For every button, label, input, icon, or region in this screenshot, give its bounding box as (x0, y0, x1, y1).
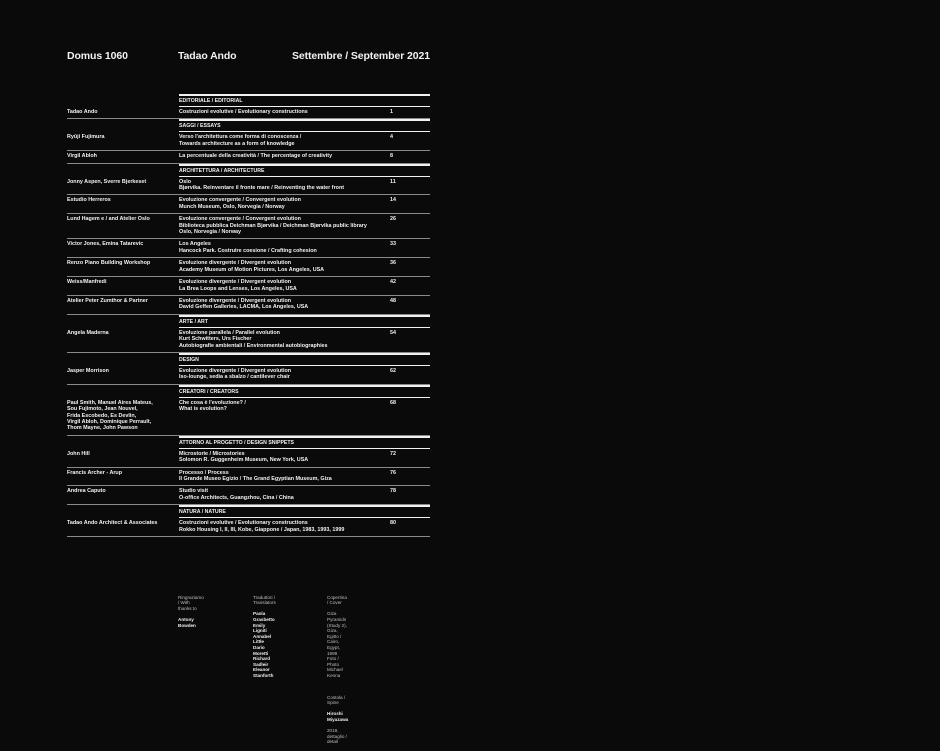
entry-title-line2: Biblioteca pubblica Deichman Bjørvika / Deichman Bjørvika public library Oslo, Norvegia / Norway (179, 222, 367, 236)
entry-title-line1: Evoluzione divergente / Divergent evolution (179, 279, 292, 286)
entry-title (179, 197, 390, 210)
entry-author: Jasper Morrison (67, 367, 109, 374)
entry-title (179, 470, 390, 483)
entry-author: Paul Smith, Manuel Aires Mateus, Sou Fujimoto, Jean Nouvel, Frida Escobedo, Es Devlin, Virgil Abloh, Dominique Perrault, Thom Mayne, John Pawson (67, 399, 153, 432)
entry-author: Atelier Peter Zumthor & Partner (67, 297, 148, 304)
entry-title-line2: Solomon R. Guggenheim Museum, New York, USA (179, 457, 309, 464)
credits-cover-label: Copertina / Cover (327, 594, 347, 606)
entry-author: Tadao Ando (67, 109, 98, 115)
entry-title (179, 400, 390, 432)
entry-page-number: 68 (390, 399, 396, 406)
toc-entry (67, 132, 430, 151)
entry-title-line2: Iso-lounge, sedia a sbalzo / cantilever chair (179, 374, 290, 381)
entry-author: Andrea Caputo (67, 488, 106, 495)
entry-author: Weiss/Manfredi (67, 279, 107, 286)
credits-thanks-names: Antony Bowden (178, 616, 196, 628)
entry-title (179, 368, 390, 381)
credits-cover-text: Giza Pyramids (Study 2), Giza, Egitto / Cairo, Egypt, 1999 Foto / Photo Michael Kenna (327, 611, 347, 678)
entry-title (179, 179, 390, 192)
entry-page-number: 80 (390, 520, 396, 527)
entry-title-line1: Evoluzione divergente / Divergent evolution (179, 260, 292, 267)
toc-entry (67, 107, 430, 119)
toc-entry (67, 214, 430, 239)
entry-author: John Hill (67, 450, 90, 457)
entry-title-line2: Kurt Schwitters, Urs Fischer Autobiografie ambientali / Environmental autobiographies (179, 336, 328, 349)
entry-title (179, 134, 390, 147)
entry-title (179, 520, 390, 533)
toc-entry (67, 366, 430, 385)
credits-cover (327, 589, 348, 751)
entry-title (179, 279, 390, 292)
entry-title-line2: Munch Museum, Oslo, Norvegia / Norway (179, 203, 285, 210)
entry-page-number: 36 (390, 260, 396, 267)
entry-title-line1: Los Angeles (179, 241, 211, 248)
credits-thanks-label: Ringraziamo / With thanks to (178, 594, 204, 611)
entry-page-number: 33 (390, 241, 396, 248)
entry-title (179, 488, 390, 501)
entry-title-line1: Processo / Process (179, 469, 229, 476)
credits-spine-text: 2019, dettaglio / detail (327, 728, 347, 745)
entry-title-line2: What is evolution? (179, 406, 227, 413)
entry-page-number: 62 (390, 367, 396, 374)
entry-author: Francis Archer - Arup (67, 469, 123, 476)
table-of-contents (67, 94, 430, 537)
entry-page-number: 8 (390, 153, 393, 160)
entry-title (179, 451, 390, 464)
issue-date: Settembre / September 2021 (291, 50, 430, 62)
section-heading: DESIGN (179, 353, 430, 366)
toc-entry (67, 468, 430, 487)
toc-entry (67, 151, 430, 163)
magazine-issue: Domus 1060 (67, 50, 128, 62)
entry-title-line1: Costruzioni evolutive / Evolutionary constructions (179, 520, 308, 527)
entry-title-line2: Bjørvika. Reinventare il fronte mare / Reinventing the water front (179, 185, 345, 192)
toc-entry (67, 328, 430, 353)
toc-entry (67, 277, 430, 296)
entry-title-line1: Verso l'architettura come forma di conoscenza / (179, 134, 302, 141)
entry-title (179, 153, 390, 159)
entry-title (179, 109, 390, 115)
guest-editor: Tadao Ando (178, 50, 237, 62)
section-heading: SAGGI / ESSAYS (179, 119, 430, 132)
entry-title (179, 298, 390, 311)
entry-page-number: 4 (390, 134, 393, 141)
entry-title-line2: Towards architecture as a form of knowledge (179, 140, 295, 147)
entry-page-number: 42 (390, 279, 396, 286)
entry-title-line1: Che cosa è l'evoluzione? / (179, 399, 246, 406)
entry-author: Renzo Piano Building Workshop (67, 260, 151, 267)
entry-page-number: 26 (390, 216, 396, 223)
toc-entry (67, 518, 430, 537)
entry-author: Tadao Ando Architect & Associates (67, 520, 158, 527)
entry-title-line2: Il Grande Museo Egizio / The Grand Egyptian Museum, Giza (179, 476, 332, 482)
toc-entry (67, 258, 430, 277)
entry-title (179, 241, 390, 254)
entry-page-number: 48 (390, 297, 396, 304)
toc-entry (67, 296, 430, 315)
toc-entry (67, 195, 430, 214)
toc-entry (67, 449, 430, 468)
entry-title-line2: Rokko Housing I, II, III, Kobe, Giappone / Japan, 1983, 1993, 1999 (179, 526, 345, 533)
entry-title-line1: Evoluzione parallela / Parallel evolution (179, 329, 280, 336)
entry-author: Lund Hagem e / and Atelier Oslo (67, 216, 150, 223)
entry-title-line1: Microstorie / Microstories (179, 450, 245, 457)
entry-title-line2: O-office Architects, Guangzhou, Cina / China (179, 494, 294, 501)
entry-title (179, 216, 390, 235)
entry-title-line1: Evoluzione convergente / Convergent evolution (179, 197, 301, 204)
entry-author: Jonny Aspen, Sverre Bjerkeset (67, 178, 147, 185)
toc-entry (67, 177, 430, 196)
entry-page-number: 76 (390, 469, 396, 476)
section-heading: EDITORIALE / EDITORIAL (179, 94, 430, 107)
entry-page-number: 11 (390, 178, 396, 185)
section-heading: ARCHITETTURA / ARCHITECTURE (179, 164, 430, 177)
entry-title-line2: Academy Museum of Motion Pictures, Los Angeles, USA (179, 266, 325, 273)
credits-thanks (178, 589, 204, 634)
entry-title (179, 260, 390, 273)
credits-translators-label: Traduttori / Translators (253, 594, 276, 606)
entry-page-number: 54 (390, 329, 396, 336)
toc-entry (67, 486, 430, 505)
entry-author: Virgil Abloh (67, 153, 97, 160)
credits-spine-label: Costola / Spine (327, 694, 346, 706)
toc-entry (67, 398, 430, 436)
section-heading: CREATORI / CREATORS (179, 385, 430, 398)
entry-page-number: 78 (390, 488, 396, 495)
entry-author: Victor Jones, Emina Tatarevic (67, 241, 144, 248)
entry-title-line2: Hancock Park. Costruire coesione / Crafting cohesion (179, 247, 317, 254)
entry-title-line1: Evoluzione divergente / Divergent evolution (179, 297, 292, 304)
entry-title-line1: Evoluzione convergente / Convergent evolution (179, 216, 301, 223)
entry-title (179, 330, 390, 349)
credits-spine-names: Hiroshi Miyazawa (327, 711, 349, 723)
entry-title-line1: La percentuale della creatività / The percentage of creativity (179, 153, 333, 160)
entry-title-line2: La Brea Loops and Lenses, Los Angeles, USA (179, 285, 297, 292)
entry-title-line1: Evoluzione divergente / Divergent evolution (179, 367, 292, 374)
entry-page-number: 14 (390, 197, 396, 204)
entry-title-line1: Studio visit (179, 488, 209, 495)
credits-translators (253, 589, 276, 684)
credits-translators-names: Paola Grasbetto Emily Ligniti Annabel Little Dario Moretti Richard Sadleir Eleanor Stanforth (253, 611, 275, 678)
entry-title-line1: Costruzioni evolutive / Evolutionary constructions (179, 109, 308, 115)
entry-author: Ryūji Fujimura (67, 134, 105, 141)
entry-title-line2: David Geffen Galleries, LACMA, Los Angeles, USA (179, 304, 309, 311)
entry-author: Estudio Herreros (67, 197, 111, 204)
section-heading: ARTE / ART (179, 315, 430, 328)
section-heading: NATURA / NATURE (179, 505, 430, 518)
entry-page-number: 72 (390, 450, 396, 457)
entry-title-line1: Oslo (179, 178, 191, 185)
section-heading: ATTORNO AL PROGETTO / DESIGN SNIPPETS (179, 436, 430, 449)
toc-entry (67, 239, 430, 258)
entry-author: Angela Maderna (67, 329, 109, 336)
entry-page-number: 1 (390, 109, 393, 115)
